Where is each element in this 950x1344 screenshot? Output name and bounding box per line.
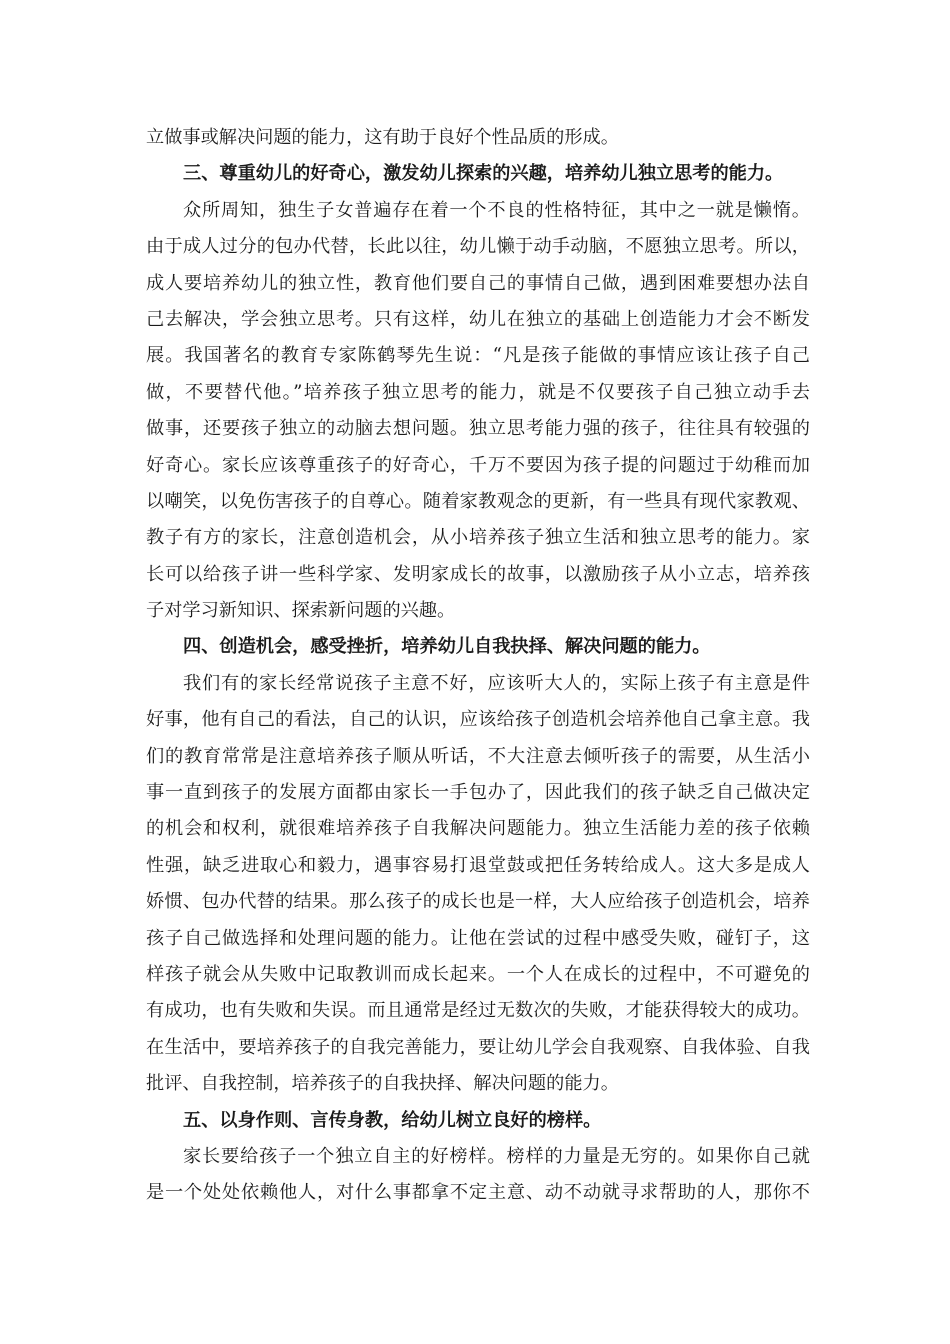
- paragraph-line: 事一直到孩子的发展方面都由家长一手包办了，因此我们的孩子缺乏自己做决定: [146, 782, 810, 804]
- paragraph-line: 好奇心。家长应该尊重孩子的好奇心，千万不要因为孩子提的问题过于幼稚而加: [146, 454, 810, 476]
- paragraph-line: 在生活中，要培养孩子的自我完善能力，要让幼儿学会自我观察、自我体验、自我: [146, 1036, 810, 1058]
- paragraph-line: 们的教育常常是注意培养孩子顺从听话，不大注意去倾听孩子的需要，从生活小: [146, 745, 810, 767]
- paragraph-last-line: 子对学习新知识、探索新问题的兴趣。: [146, 600, 456, 622]
- paragraph-line: 做事，还要孩子独立的动脑去想问题。独立思考能力强的孩子，往往具有较强的: [146, 418, 810, 440]
- paragraph-line: 做，不要替代他。”培养孩子独立思考的能力，就是不仅要孩子自己独立动手去: [146, 381, 810, 403]
- paragraph-line: 孩子自己做选择和处理问题的能力。让他在尝试的过程中感受失败，碰钉子，这: [146, 927, 810, 949]
- document-page: [146, 120, 810, 1212]
- document-body: [146, 120, 810, 1212]
- paragraph-line: 展。我国著名的教育专家陈鹤琴先生说：“凡是孩子能做的事情应该让孩子自己: [146, 345, 810, 367]
- paragraph-line: 长可以给孩子讲一些科学家、发明家成长的故事，以激励孩子从小立志，培养孩: [146, 563, 810, 585]
- paragraph-line: 有成功，也有失败和失误。而且通常是经过无数次的失败，才能获得较大的成功。: [146, 1000, 810, 1022]
- paragraph-line: 以嘲笑，以免伤害孩子的自尊心。随着家教观念的更新，有一些具有现代家教观、: [146, 490, 810, 512]
- paragraph-line: 的机会和权利，就很难培养孩子自我解决问题能力。独立生活能力差的孩子依赖: [146, 818, 810, 840]
- paragraph-first-line: 我们有的家长经常说孩子主意不好，应该听大人的，实际上孩子有主意是件: [183, 672, 810, 694]
- paragraph-last-line: 立做事或解决问题的能力，这有助于良好个性品质的形成。: [146, 127, 619, 148]
- paragraph-line: 己去解决，学会独立思考。只有这样，幼儿在独立的基础上创造能力才会不断发: [146, 308, 810, 330]
- paragraph-line: 样孩子就会从失败中记取教训而成长起来。一个人在成长的过程中，不可避免的: [146, 963, 810, 985]
- paragraph-line: 教子有方的家长，注意创造机会，从小培养孩子独立生活和独立思考的能力。家: [146, 527, 810, 549]
- paragraph-line: 娇惯、包办代替的结果。那么孩子的成长也是一样，大人应给孩子创造机会，培养: [146, 891, 810, 913]
- paragraph-first-line: 家长要给孩子一个独立自主的好榜样。榜样的力量是无穷的。如果你自己就: [183, 1145, 810, 1167]
- paragraph-line: 由于成人过分的包办代替，长此以往，幼儿懒于动手动脑，不愿独立思考。所以，: [146, 236, 810, 258]
- paragraph-last-line: 批评、自我控制，培养孩子的自我抉择、解决问题的能力。: [146, 1073, 619, 1095]
- section-heading: 四、创造机会，感受挫折，培养幼儿自我抉择、解决问题的能力。: [183, 636, 711, 658]
- paragraph-line: 是一个处处依赖他人，对什么事都拿不定主意、动不动就寻求帮助的人，那你不: [146, 1182, 810, 1204]
- section-heading: 五、以身作则、言传身教，给幼儿树立良好的榜样。: [183, 1109, 602, 1131]
- paragraph-line: 好事，他有自己的看法，自己的认识，应该给孩子创造机会培养他自己拿主意。我: [146, 709, 810, 731]
- paragraph-first-line: 众所周知，独生子女普遍存在着一个不良的性格特征，其中之一就是懒惰。: [183, 199, 810, 221]
- paragraph-line: 性强，缺乏进取心和毅力，遇事容易打退堂鼓或把任务转给成人。这大多是成人: [146, 854, 810, 876]
- paragraph-line: 成人要培养幼儿的独立性，教育他们要自己的事情自己做，遇到困难要想办法自: [146, 272, 810, 294]
- section-heading: 三、尊重幼儿的好奇心，激发幼儿探索的兴趣，培养幼儿独立思考的能力。: [183, 163, 784, 185]
